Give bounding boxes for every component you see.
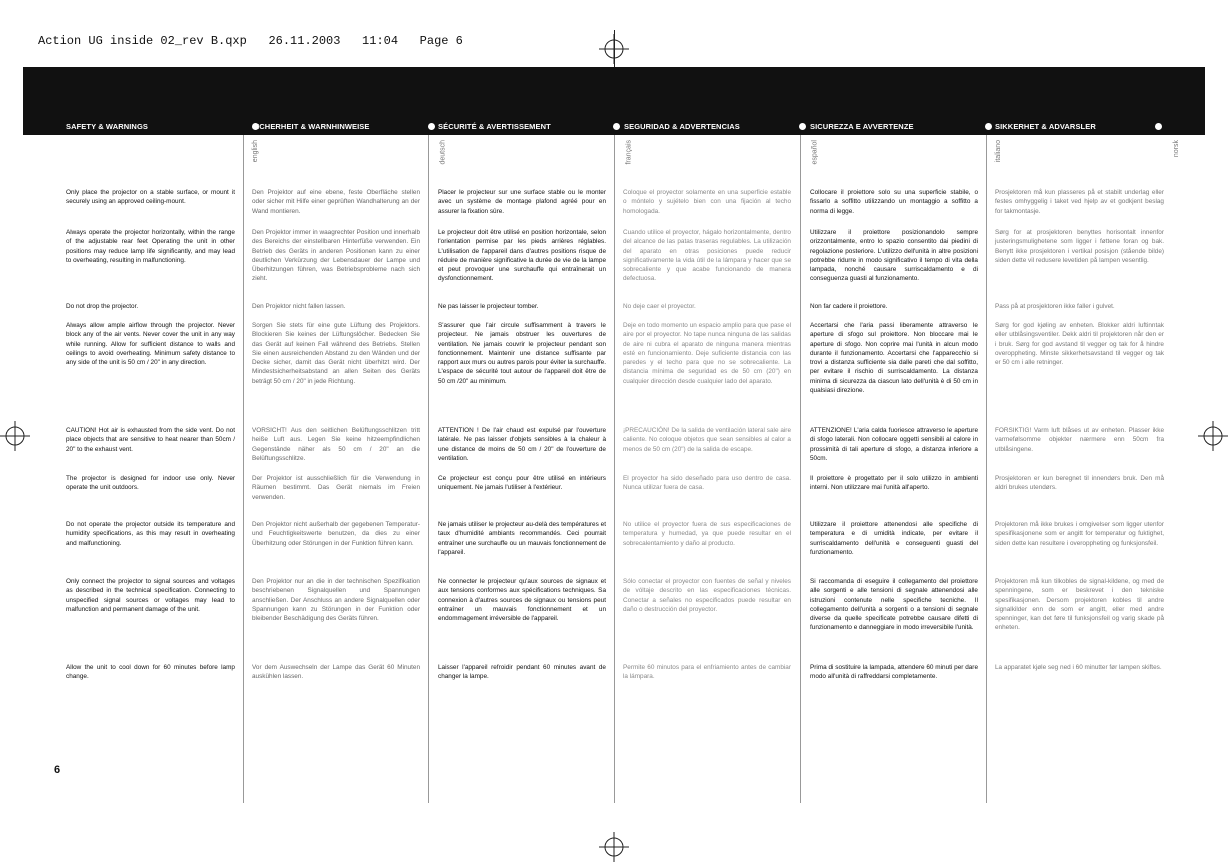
column-header-bar bbox=[23, 119, 1205, 135]
column-divider bbox=[614, 135, 615, 803]
text-block: VORSICHT! Aus den seitlichen Belüftungsschlitzen tritt heiße Luft aus. Legen Sie keine hitzeempfindlichen Gegenstände näher als 50 cm / 20" an die Belüftungsschlitze. bbox=[252, 427, 420, 462]
text-block: Den Projektor nicht fallen lassen. bbox=[252, 303, 346, 310]
text-block: The projector is designed for indoor use only. Never operate the unit outdoors. bbox=[66, 475, 235, 492]
text-block: ATTENTION ! De l'air chaud est expulsé par l'ouverture latérale. Ne pas laisser d'objets sensibles à la chaleur à une distance de moins de 50 cm / 20" de l'ouverture de ventilation. bbox=[438, 427, 606, 462]
registration-mark-right bbox=[1198, 421, 1228, 451]
column-divider bbox=[428, 135, 429, 803]
header-deutsch bbox=[252, 119, 438, 135]
text-block: Der Projektor ist ausschließlich für die Verwendung in Räumen bestimmt. Das Gerät niemals im Freien verwenden. bbox=[252, 475, 420, 501]
text-block: Placer le projecteur sur une surface stable ou le monter avec un système de montage plafond agréé pour en assurer la fixation sûre. bbox=[438, 189, 606, 215]
text-block: Do not operate the projector outside its temperature and humidity specifications, as this may result in overheating and malfunctioning. bbox=[66, 521, 235, 547]
header-english bbox=[66, 119, 262, 135]
header-italiano bbox=[810, 119, 996, 135]
column-divider bbox=[800, 135, 801, 803]
text-block: Always operate the projector horizontally, within the range of the adjustable rear feet Operating the unit in other positions may reduce lamp life significantly, and may lead to overheating, resulting in malfunctioning. bbox=[66, 229, 235, 264]
bullet-dot-icon bbox=[985, 123, 992, 130]
text-block: Sólo conectar el proyector con fuentes de señal y niveles de vóltaje descrito en las especificaciones técnicas. Conectar a señales no especificados puede resultar en daño o destrucción del proyector. bbox=[623, 578, 791, 613]
text-block: No utilice el proyector fuera de sus especificaciones de temperatura y humedad, ya que puede resultar en el sobrecalentamiento y daño al producto. bbox=[623, 521, 791, 547]
text-block: FORSIKTIG! Varm luft blåses ut av enheten. Plasser ikke varmefølsomme objekter nærmere enn 50cm fra utblåsingene. bbox=[995, 427, 1164, 453]
header-norsk-title: SIKKERHET & ADVARSLER bbox=[995, 122, 1096, 131]
text-block: El proyector ha sido deseñado para uso dentro de casa. Nunca utilizar fuera de casa. bbox=[623, 475, 791, 492]
text-block: ¡PRECAUCIÓN! De la salida de ventilación lateral sale aire caliente. No coloque objetos que sean sensibles al calor a menos de 50 cm (20") de la salida de escape. bbox=[623, 427, 791, 453]
text-block: Le projecteur doit être utilisé en position horizontale, selon l'orientation permise par les pieds arrières réglables. L'utilisation de l'appareil dans d'autres positions risque de réduire de manière significative la durée de vie de la lampe et peut provoquer une surchauffe qui entraînerait un dysfonctionnement. bbox=[438, 229, 606, 283]
lang-label-deutsch: deutsch bbox=[439, 140, 447, 165]
lang-label-espanol: español bbox=[811, 140, 819, 165]
text-block: Den Projektor auf eine ebene, feste Oberfläche stellen oder sicher mit Hilfe einer geprüften Wandhalterung an der Wand montieren. bbox=[252, 189, 420, 215]
text-block: Permite 60 minutos para el enfriamiento antes de cambiar la lámpara. bbox=[623, 664, 791, 681]
text-block: Coloque el proyector solamente en una superficie estable o móntelo y sujételo bien con una fijación al techo homologada. bbox=[623, 189, 791, 215]
lang-label-english: english bbox=[252, 140, 260, 163]
text-block: CAUTION! Hot air is exhausted from the side vent. Do not place objects that are sensitive to heat nearer than 50cm / 20" to the exhaust vent. bbox=[66, 427, 235, 453]
text-block: Projektoren må kun tilkobles de signal-kildene, og med de spenningene, som er beskrevet i den tekniske spesifikasjonen. Dersom projektoren kobles til andre signalkilder enn de som er angitt, eller med andre spenninger, kan det føre til funksjonsfeil og varig skade på enheten. bbox=[995, 578, 1164, 632]
text-block: Non far cadere il proiettore. bbox=[810, 303, 888, 310]
text-block: Deje en todo momento un espacio amplio para que pase el aire por el proyector. No tape nunca ninguna de las salidas de aire ni cubra el aparato de ninguna manera mientras esté en funcionamiento. Deje suficiente distancia con las paredes y el techo para que no se sobrecaliente. La distancia mínima de seguridad es de 50 cm (20") en cualquier dirección desde cualquier lado del aparato. bbox=[623, 322, 791, 385]
text-block: Prosjektoren må kun plasseres på et stabilt underlag eller festes omhyggelig i taket ved hjelp av et godkjent beslag for takmontasje. bbox=[995, 189, 1164, 215]
text-block: Only place the projector on a stable surface, or mount it securely using an approved ceiling-mount. bbox=[66, 189, 235, 206]
text-block: Prosjektoren er kun beregnet til innendørs bruk. Den må aldri brukes utendørs. bbox=[995, 475, 1164, 492]
header-italiano-title: SICUREZZA E AVVERTENZE bbox=[810, 122, 914, 131]
text-block: Accertarsi che l'aria passi liberamente attraverso le aperture di sfogo sul proiettore. Non bloccare mai le aperture di sfogo. Non coprire mai l'unità in alcun modo durante il funzionamento. Accertarsi che l'apparecchio si trovi a distanza sufficiente sia dalle pareti che dal soffitto, per evitare il rischio di surriscaldamento. La distanza minima di sicurezza da ciascun lato dell'unità è di 50 cm in qualsiasi direzione. bbox=[810, 322, 978, 395]
text-block: ATTENZIONE! L'aria calda fuoriesce attraverso le aperture di sfogo laterali. Non collocare oggetti sensibili al calore in prossimità di tali aperture di sfogo, a distanza inferiore a 50cm. bbox=[810, 427, 978, 462]
bullet-dot-icon bbox=[1155, 123, 1162, 130]
print-slug: Action UG inside 02_rev B.qxp 26.11.2003 11:04 Page 6 bbox=[38, 34, 463, 48]
text-block: Ne pas laisser le projecteur tomber. bbox=[438, 303, 539, 310]
text-block: S'assurer que l'air circule suffisamment à travers le projecteur. Ne jamais obstruer les ouvertures de ventilation. Ne jamais couvrir le projecteur pendant son fonctionnement. Maintenir une distance suffisante par rapport aux murs ou autres parois pour éviter la surchauffe. L'espace de sécurité tout autour de l'appareil doit être de 50 cm /20" au minimum. bbox=[438, 322, 606, 385]
text-block: Utilizzare il proiettore attenendosi alle specifiche di temperatura e di umidità indicate, per evitare il surriscaldamento dell'unità e conseguenti guasti del funzionamento. bbox=[810, 521, 978, 556]
text-block: No deje caer el proyector. bbox=[623, 303, 696, 310]
text-block: Always allow ample airflow through the projector. Never block any of the air vents. Never cover the unit in any way while running. Allow for sufficient distance to walls and ceilings to avoid overheating. Minimum safety distance to any side of the unit is 50 cm / 20" in any direction. bbox=[66, 322, 235, 367]
text-block: Pass på at prosjektoren ikke faller i gulvet. bbox=[995, 303, 1115, 310]
page-number: 6 bbox=[54, 764, 61, 776]
text-block: Ne connecter le projecteur qu'aux sources de signaux et aux tensions conformes aux spécifications techniques. Sa connexion à d'autres sources de signaux ou tensions peut entraîner un mauvais fonctionnement et un endommagement irréversible de l'appareil. bbox=[438, 578, 606, 623]
bullet-dot-icon bbox=[799, 123, 806, 130]
bullet-dot-icon bbox=[428, 123, 435, 130]
text-block: Il proiettore è progettato per il solo utilizzo in ambienti interni. Non utilizzare mai l'unità all'aperto. bbox=[810, 475, 978, 492]
text-block: Allow the unit to cool down for 60 minutes before lamp change. bbox=[66, 664, 235, 681]
text-block: Sorgen Sie stets für eine gute Lüftung des Projektors. Blockieren Sie keines der Lüftungslöcher. Bedecken Sie das Gerät auf keinen Fall während des Betriebs. Stellen Sie einen ausreichenden Abstand zu den Wänden und der Decke sicher, damit das Gerät nicht überhitzt wird. Der Mindestsicherheitsabstand an allen Seiten des Geräts beträgt 50 cm / 20" in jede Richtung. bbox=[252, 322, 420, 385]
text-block: Den Projektor immer in waagrechter Position und innerhalb des Bereichs der einstellbaren Hinterfüße verwenden. Ein Betrieb des Geräts in anderen Positionen kann zu einer deutlichen Verkürzung der Lebensdauer der Lampe und Überhitzungen führen, was Betriebsprobleme nach sich zieht. bbox=[252, 229, 420, 283]
registration-mark-bottom bbox=[599, 832, 629, 862]
header-deutsch-title: SICHERHEIT & WARNHINWEISE bbox=[252, 122, 370, 131]
column-divider bbox=[986, 135, 987, 803]
lang-label-norsk: norsk bbox=[1173, 140, 1181, 158]
text-block: Den Projektor nicht außerhalb der gegebenen Temperatur- und Feuchtigkeitswerte benutzen, da dies zu einer Überhitzung oder Störungen in der Funktion führen kann. bbox=[252, 521, 420, 547]
text-block: Laisser l'appareil refroidir pendant 60 minutes avant de changer la lampe. bbox=[438, 664, 606, 681]
text-block: Sørg for god kjøling av enheten. Blokker aldri luftinntak eller utblåsingsventiler. Dekk aldri til projektoren når den er i bruk. Sørg for god avstand til vegger og tak for å hindre overoppheting. Minste sikkerhetsavstand til vegger og tak er 50 cm i alle retninger. bbox=[995, 322, 1164, 367]
bullet-dot-icon bbox=[613, 123, 620, 130]
header-francais-title: SÉCURITÉ & AVERTISSEMENT bbox=[438, 122, 551, 131]
text-block: Cuando utilice el proyector, hágalo horizontalmente, dentro del alcance de las patas traseras regulables. La utilización del aparato en otras posiciones puede reducir significativamente la vida útil de la lámpara y hacer que se sobrecaliente y que acabe funcionando de manera defectuosa. bbox=[623, 229, 791, 283]
text-block: Only connect the projector to signal sources and voltages as described in the technical specification. Connecting to unspecified signal sources or voltages may lead to malfunction and permanent damage of the unit. bbox=[66, 578, 235, 613]
text-block: Prima di sostituire la lampada, attendere 60 minuti per dare modo all'unità di raffreddarsi completamente. bbox=[810, 664, 978, 681]
registration-mark-left bbox=[0, 421, 30, 451]
lang-label-francais: français bbox=[625, 140, 633, 165]
header-english-title: SAFETY & WARNINGS bbox=[66, 122, 148, 131]
header-norsk bbox=[995, 119, 1181, 135]
text-block: Collocare il proiettore solo su una superficie stabile, o fissarlo a soffitto utilizzando un montaggio a soffitto a norma di legge. bbox=[810, 189, 978, 215]
header-espanol-title: SEGURIDAD & ADVERTENCIAS bbox=[624, 122, 740, 131]
text-block: Do not drop the projector. bbox=[66, 303, 139, 310]
lang-label-italiano: italiano bbox=[995, 140, 1003, 163]
text-block: La apparatet kjøle seg ned i 60 minutter før lampen skiftes. bbox=[995, 664, 1162, 671]
text-block: Den Projektor nur an die in der technischen Spezifikation beschriebenen Signalquellen und Spannungen anschließen. Der Anschluss an andere Signalquellen oder Spannungen kann zu Störungen in der Funktion oder bleibender Beschädigung des Geräts führen. bbox=[252, 578, 420, 623]
black-banner bbox=[23, 67, 1205, 119]
text-block: Ne jamais utiliser le projecteur au-delà des températures et taux d'humidité ambiants recommandés. Ceci pourrait entraîner une surchauffe ou un mauvais fonctionnement de l'appareil. bbox=[438, 521, 606, 556]
registration-mark-top bbox=[599, 34, 629, 64]
text-block: Ce projecteur est conçu pour être utilisé en intérieurs uniquement. Ne jamais l'utiliser à l'extérieur. bbox=[438, 475, 606, 492]
header-espanol bbox=[624, 119, 810, 135]
text-block: Projektoren må ikke brukes i omgivelser som ligger utenfor spesifikasjonene som er angitt for temperatur og fuktighet, siden dette kan resultere i overoppheting og funksjonsfeil. bbox=[995, 521, 1164, 547]
column-divider bbox=[243, 135, 244, 803]
text-block: Utilizzare il proiettore posizionandolo sempre orizzontalmente, entro lo spazio consentito dai piedini di regolazione posteriore. L'utilizzo dell'unità in altre posizioni potrebbe ridurre in modo significativo il tempo di vita della lampada, nonché causare surriscaldamento e di conseguenza guasti al funzionamento. bbox=[810, 229, 978, 283]
text-block: Si raccomanda di eseguire il collegamento del proiettore alle sorgenti e alle tensioni di segnale attenendosi alle istruzioni contenute nelle specifiche tecniche. Il collegamento dell'unità a sorgenti o a tensioni di segnale diverse da quelle specificate potrebbe causare difetti di funzionamento e danneggiare in modo irreversibile l'unità. bbox=[810, 578, 978, 632]
text-block: Sørg for at prosjektoren benyttes horisontalt innenfor justeringsmulighetene som ligger i føttene foran og bak. Benytt ikke prosjektoren i vertikal posisjon (stående bilde) siden dette vil redusere levetiden på lampen vesentlig. bbox=[995, 229, 1164, 264]
header-francais bbox=[438, 119, 624, 135]
text-block: Vor dem Auswechseln der Lampe das Gerät 60 Minuten auskühlen lassen. bbox=[252, 664, 420, 681]
